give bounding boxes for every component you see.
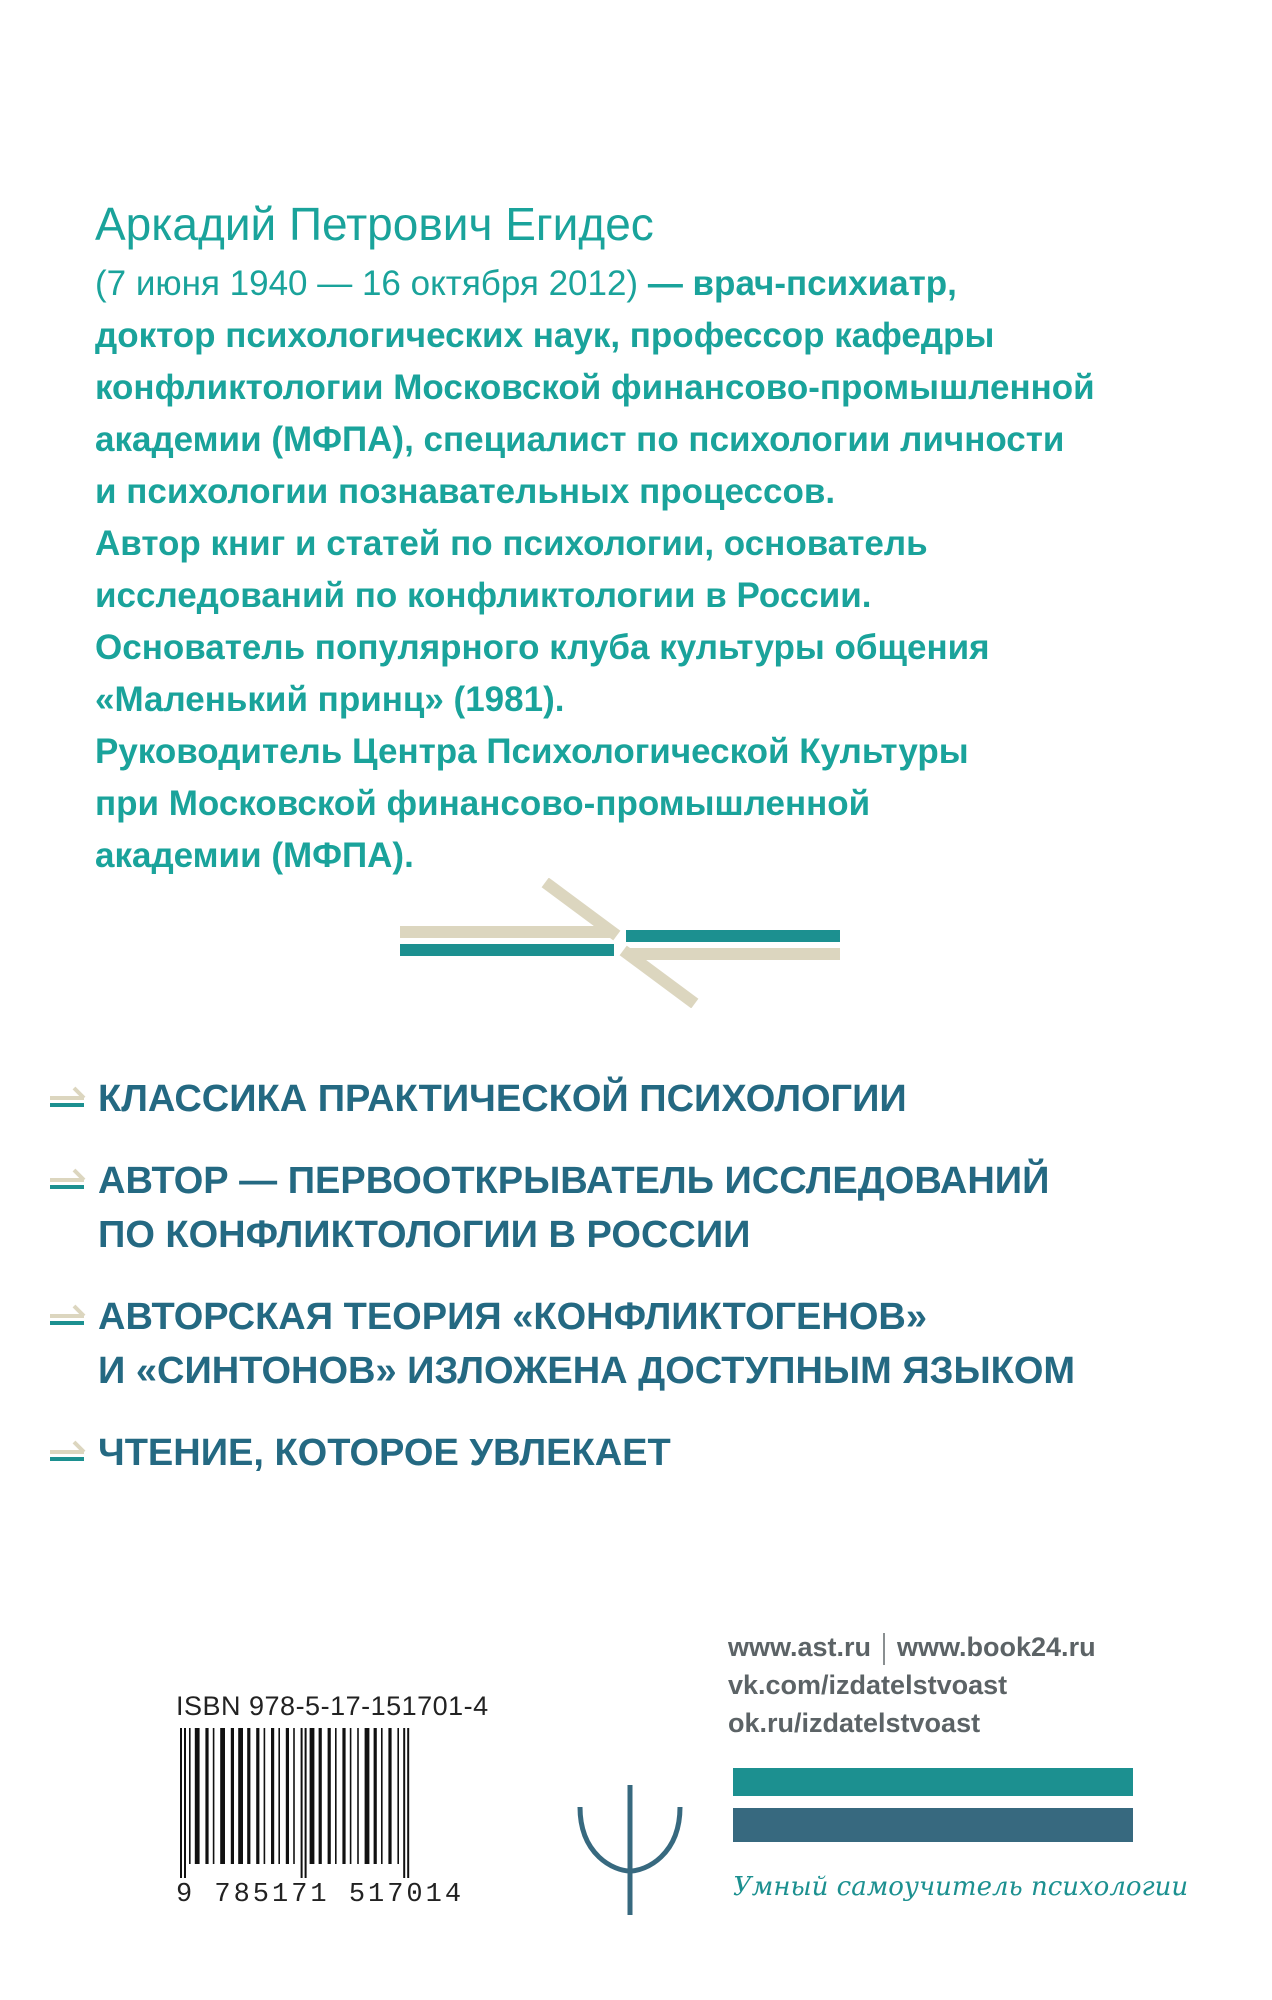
link-vk[interactable]: vk.com/izdatelstvoast: [728, 1670, 1008, 1700]
bio-line: [95, 310, 1215, 362]
barcode: [176, 1728, 466, 1878]
bio-line: [95, 622, 1215, 674]
feature-item: [50, 1426, 1230, 1480]
feature-text: АВТОР — ПЕРВООТКРЫВАТЕЛЬ ИССЛЕДОВАНИЙ: [98, 1160, 1050, 1202]
bio-text: и психологии познавательных процессов.: [95, 472, 836, 511]
bio-line: [95, 570, 1215, 622]
feature-item: [50, 1154, 1230, 1262]
bio-line: [95, 518, 1215, 570]
feature-item: [50, 1072, 1230, 1126]
arrows-divider-icon: [400, 878, 840, 1008]
bio-line: [95, 414, 1215, 466]
bio-text: Руководитель Центра Психологической Культуры: [95, 732, 969, 771]
bio-text: конфликтологии Московской финансово-промышленной: [95, 368, 1095, 407]
author-name: Аркадий Петрович Егидес: [95, 198, 654, 250]
series-title: Умный самоучитель психологии: [733, 1872, 1189, 1902]
link-ast[interactable]: www.ast.ru: [728, 1632, 872, 1662]
bio-text: академии (МФПА), специалист по психологии личности: [95, 420, 1065, 459]
feature-text: АВТОРСКАЯ ТЕОРИЯ «КОНФЛИКТОГЕНОВ»: [98, 1296, 927, 1338]
bio-text: — врач-психиатр,: [638, 264, 957, 303]
bio-text: академии (МФПА).: [95, 836, 414, 875]
bio-line: [95, 830, 1215, 882]
feature-text: ЧТЕНИЕ, КОТОРОЕ УВЛЕКАЕТ: [98, 1432, 671, 1474]
bullet-arrow-icon: [50, 1086, 88, 1108]
feature-text: ПО КОНФЛИКТОЛОГИИ В РОССИИ: [98, 1214, 751, 1256]
bio-line: [95, 726, 1215, 778]
publisher-links: [728, 1628, 1148, 1742]
links-separator: [883, 1633, 885, 1665]
bio-line: [95, 674, 1215, 726]
bullet-arrow-icon: [50, 1168, 88, 1190]
bullet-arrow-icon: [50, 1440, 88, 1462]
author-bio-text: [95, 258, 1215, 882]
psi-logo-icon: [574, 1785, 686, 1915]
feature-text: И «СИНТОНОВ» ИЗЛОЖЕНА ДОСТУПНЫМ ЯЗЫКОМ: [98, 1350, 1076, 1392]
feature-text: КЛАССИКА ПРАКТИЧЕСКОЙ ПСИХОЛОГИИ: [98, 1078, 907, 1120]
series-band-teal: [733, 1768, 1133, 1796]
author-bio: [95, 196, 1215, 882]
bio-line: [95, 258, 1215, 310]
bio-text: «Маленький принц» (1981).: [95, 680, 565, 719]
feature-item: [50, 1290, 1230, 1398]
isbn-block: [176, 1690, 489, 1910]
bio-line: [95, 778, 1215, 830]
link-book24[interactable]: www.book24.ru: [897, 1632, 1096, 1662]
bio-text: при Московской финансово-промышленной: [95, 784, 871, 823]
feature-list: [50, 1072, 1230, 1508]
bullet-arrow-icon: [50, 1304, 88, 1326]
bio-line: [95, 362, 1215, 414]
bio-text: Автор книг и статей по психологии, основатель: [95, 524, 928, 563]
bio-dates: (7 июня 1940 — 16 октября 2012): [95, 264, 639, 303]
bio-line: [95, 466, 1215, 518]
bio-text: Основатель популярного клуба культуры общения: [95, 628, 990, 667]
isbn-label: ISBN 978-5-17-151701-4: [176, 1691, 489, 1721]
link-ok[interactable]: ok.ru/izdatelstvoast: [728, 1708, 981, 1738]
bio-text: доктор психологических наук, профессор кафедры: [95, 316, 995, 355]
barcode-digits: 9 785171 517014: [176, 1880, 465, 1910]
series-band-blue: [733, 1808, 1133, 1842]
bio-text: исследований по конфликтологии в России.: [95, 576, 872, 615]
